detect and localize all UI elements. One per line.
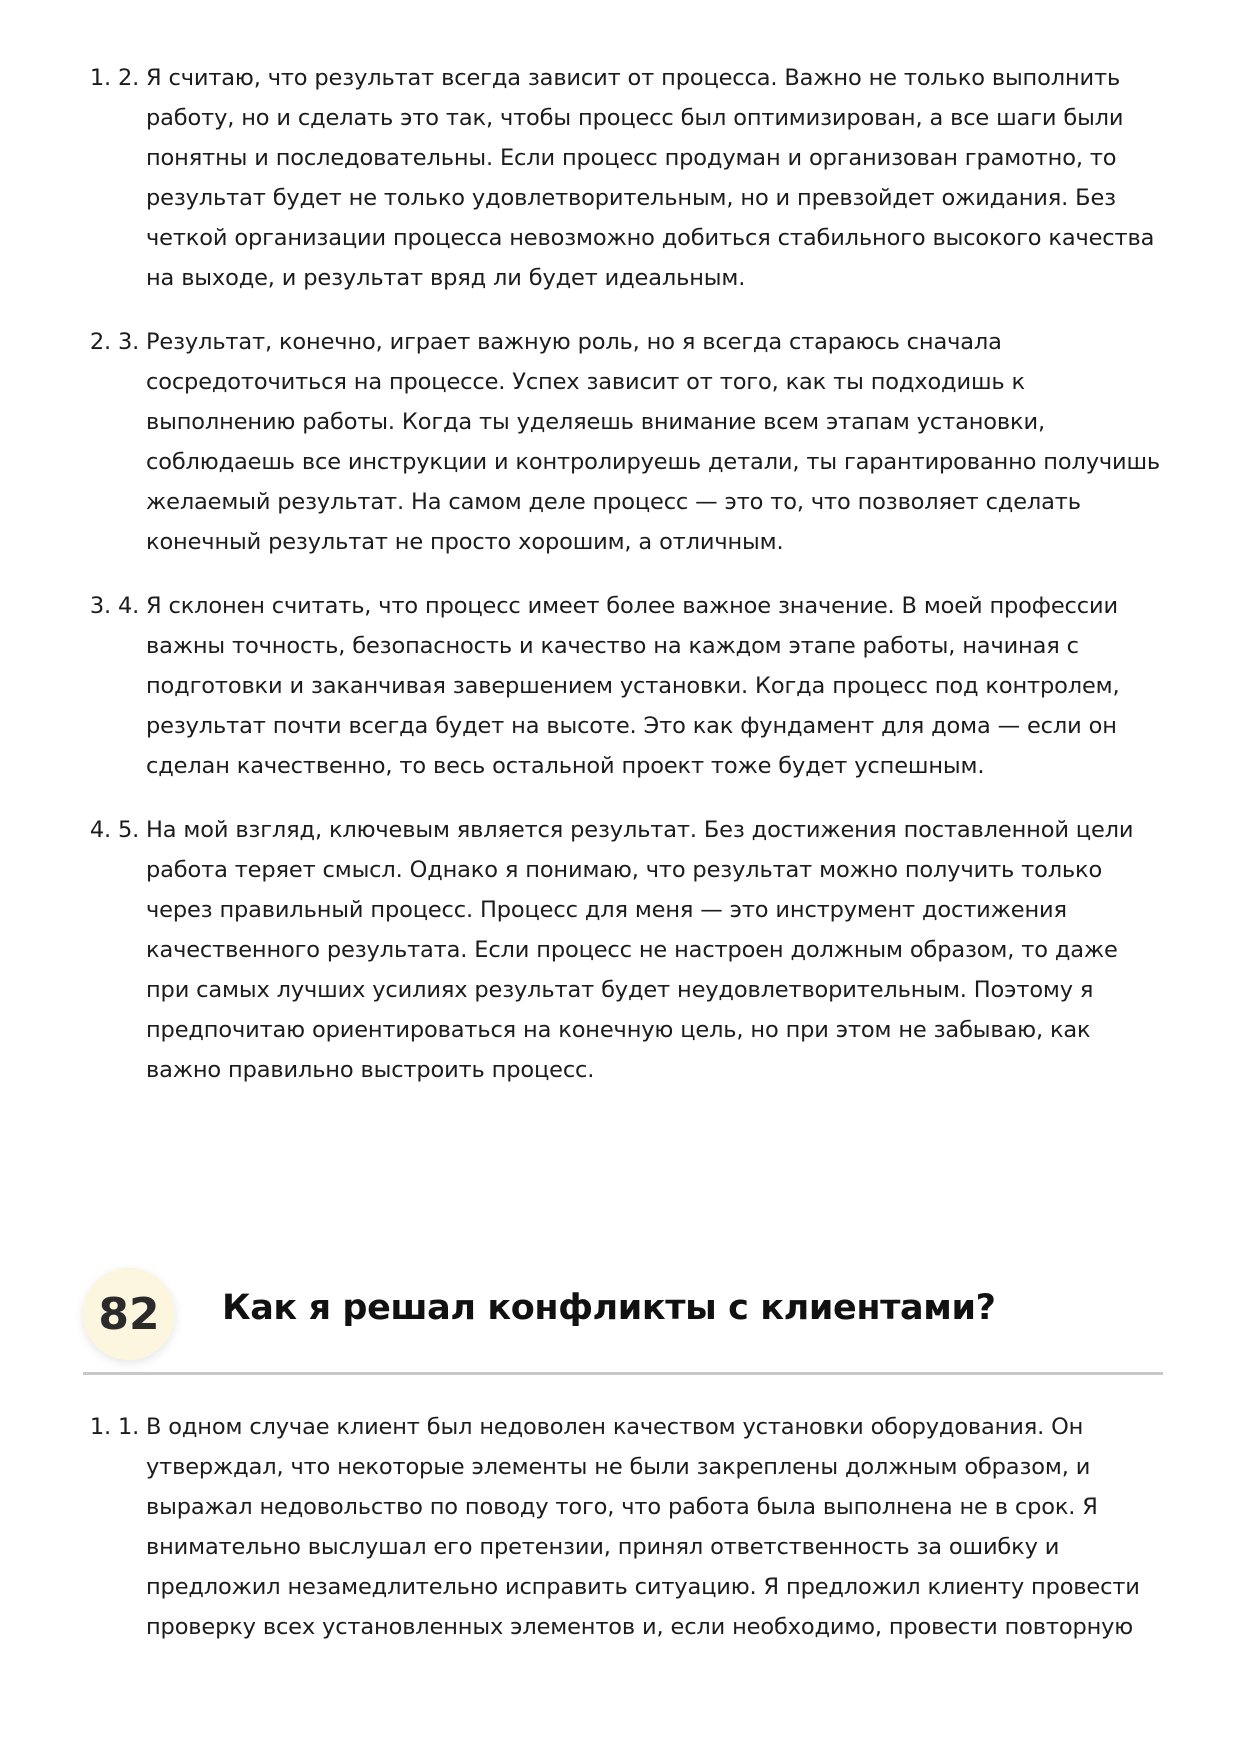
list-item [118, 1407, 1163, 1647]
list-item-number: 2. 3. [118, 329, 140, 355]
list-item-number: 1. 1. [118, 1414, 140, 1440]
list-item-text: Я считаю, что результат всегда зависит от процесса. Важно не только выполнить работу, но и сделать это так, чтобы процесс был оптимизирован, а все шаги были понятны и последовательны. Если процесс продуман и организован грамотно, то результат будет не только удовлетворительным, но и превзойдет ожидания. Без четкой организации процесса невозможно добиться стабильного высокого качества на выходе, и результат вряд ли будет идеальным. [146, 65, 1155, 291]
list-item-text: Результат, конечно, играет важную роль, но я всегда стараюсь сначала сосредоточиться на процессе. Успех зависит от того, как ты подходишь к выполнению работы. Когда ты уделяешь внимание всем этапам установки, соблюдаешь все инструкции и контролируешь детали, ты гарантированно получишь желаемый результат. На самом деле процесс — это то, что позволяет сделать конечный результат не просто хорошим, а отличным. [146, 329, 1161, 555]
section-answers-list [118, 1407, 1163, 1671]
list-item-text: Я склонен считать, что процесс имеет более важное значение. В моей профессии важны точность, безопасность и качество на каждом этапе работы, начиная с подготовки и заканчивая завершением установки. Когда процесс под контролем, результат почти всегда будет на высоте. Это как фундамент для дома — если он сделан качественно, то весь остальной проект тоже будет успешным. [146, 593, 1120, 779]
list-item-number: 4. 5. [118, 817, 140, 843]
list-item [118, 586, 1163, 786]
section-header [83, 1268, 1163, 1376]
section-number-badge: 82 [83, 1268, 175, 1360]
list-item [118, 58, 1163, 298]
section-title: Как я решал конфликты с клиентами? [222, 1288, 996, 1328]
list-item-text: В одном случае клиент был недоволен качеством установки оборудования. Он утверждал, что некоторые элементы не были закреплены должным образом, и выражал недовольство по поводу того, что работа была выполнена не в срок. Я внимательно выслушал его претензии, принял ответственность за ошибку и предложил незамедлительно исправить ситуацию. Я предложил клиенту провести проверку всех установленных элементов и, если необходимо, провести повторную [146, 1414, 1140, 1640]
list-item-number: 1. 2. [118, 65, 140, 91]
list-item-number: 3. 4. [118, 593, 140, 619]
list-item [118, 810, 1163, 1090]
list-item-text: На мой взгляд, ключевым является результат. Без достижения поставленной цели работа теряет смысл. Однако я понимаю, что результат можно получить только через правильный процесс. Процесс для меня — это инструмент достижения качественного результата. Если процесс не настроен должным образом, то даже при самых лучших усилиях результат будет неудовлетворительным. Поэтому я предпочитаю ориентироваться на конечную цель, но при этом не забываю, как важно правильно выстроить процесс. [146, 817, 1134, 1083]
list-item [118, 322, 1163, 562]
section-divider [83, 1372, 1163, 1375]
answers-list [118, 58, 1163, 1114]
